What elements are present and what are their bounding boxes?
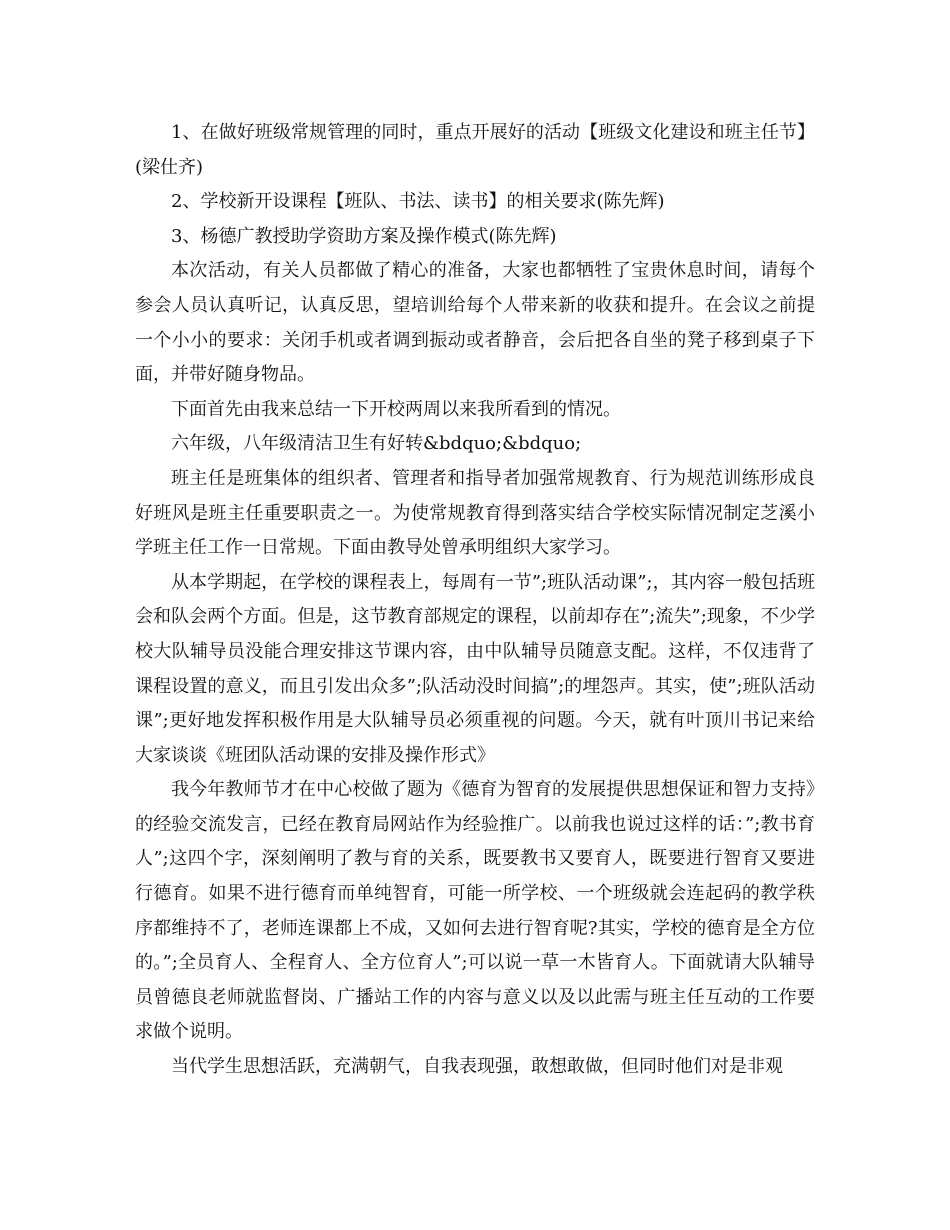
agenda-item-1: 1、在做好班级常规管理的同时，重点开展好的活动【班级文化建设和班主任节】(梁仕齐) [135, 122, 815, 178]
body-paragraph: 本次活动，有关人员都做了精心的准备，大家也都牺牲了宝贵休息时间，请每个参会人员认真听记，认真反思，望培训给每个人带来新的收获和提升。在会议之前提一个小小的要求：关闭手机或者调到振动或者静音，会后把各自坐的凳子移到桌子下面，并带好随身物品。 [135, 260, 815, 386]
body-paragraph: 六年级，八年级清洁卫生有好转&bdquo;&bdquo; [171, 433, 582, 455]
agenda-item-2: 2、学校新开设课程【班队、书法、读书】的相关要求(陈先辉) [171, 191, 665, 213]
document-body [135, 116, 815, 1085]
body-paragraph: 我今年教师节才在中心校做了题为《德育为智育的发展提供思想保证和智力支持》的经验交流发言，已经在教育局网站作为经验推广。以前我也说过这样的话：”;教书育人”;这四个字，深刻阐明了教与育的关系，既要教书又要育人，既要进行智育又要进行德育。如果不进行德育而单纯智育，可能一所学校、一个班级就会连起码的教学秩序都维持不了，老师连课都上不成，又如何去进行智育呢?其实，学校的德育是全方位的。”;全员育人、全程育人、全方位育人”;可以说一草一木皆育人。下面就请大队辅导员曾德良老师就监督岗、广播站工作的内容与意义以及以此需与班主任互动的工作要求做个说明。 [135, 779, 815, 1043]
body-paragraph: 班主任是班集体的组织者、管理者和指导者加强常规教育、行为规范训练形成良好班风是班主任重要职责之一。为使常规教育得到落实结合学校实际情况制定芝溪小学班主任工作一日常规。下面由教导处曾承明组织大家学习。 [135, 467, 815, 559]
body-paragraph: 当代学生思想活跃，充满朝气，自我表现强，敢想敢做，但同时他们对是非观 [171, 1056, 783, 1078]
body-paragraph: 下面首先由我来总结一下开校两周以来我所看到的情况。 [171, 398, 621, 420]
body-paragraph: 从本学期起，在学校的课程表上，每周有一节”;班队活动课”;，其内容一般包括班会和队会两个方面。但是，这节教育部规定的课程，以前却存在”;流失”;现象，不少学校大队辅导员没能合理安排这节课内容，由中队辅导员随意支配。这样，不仅违背了课程设置的意义，而且引发出众多”;队活动没时间搞”;的埋怨声。其实，使”;班队活动课”;更好地发挥积极作用是大队辅导员必须重视的问题。今天，就有叶顶川书记来给大家谈谈《班团队活动课的安排及操作形式》 [135, 571, 815, 766]
agenda-item-3: 3、杨德广教授助学资助方案及操作模式(陈先辉) [171, 225, 557, 247]
